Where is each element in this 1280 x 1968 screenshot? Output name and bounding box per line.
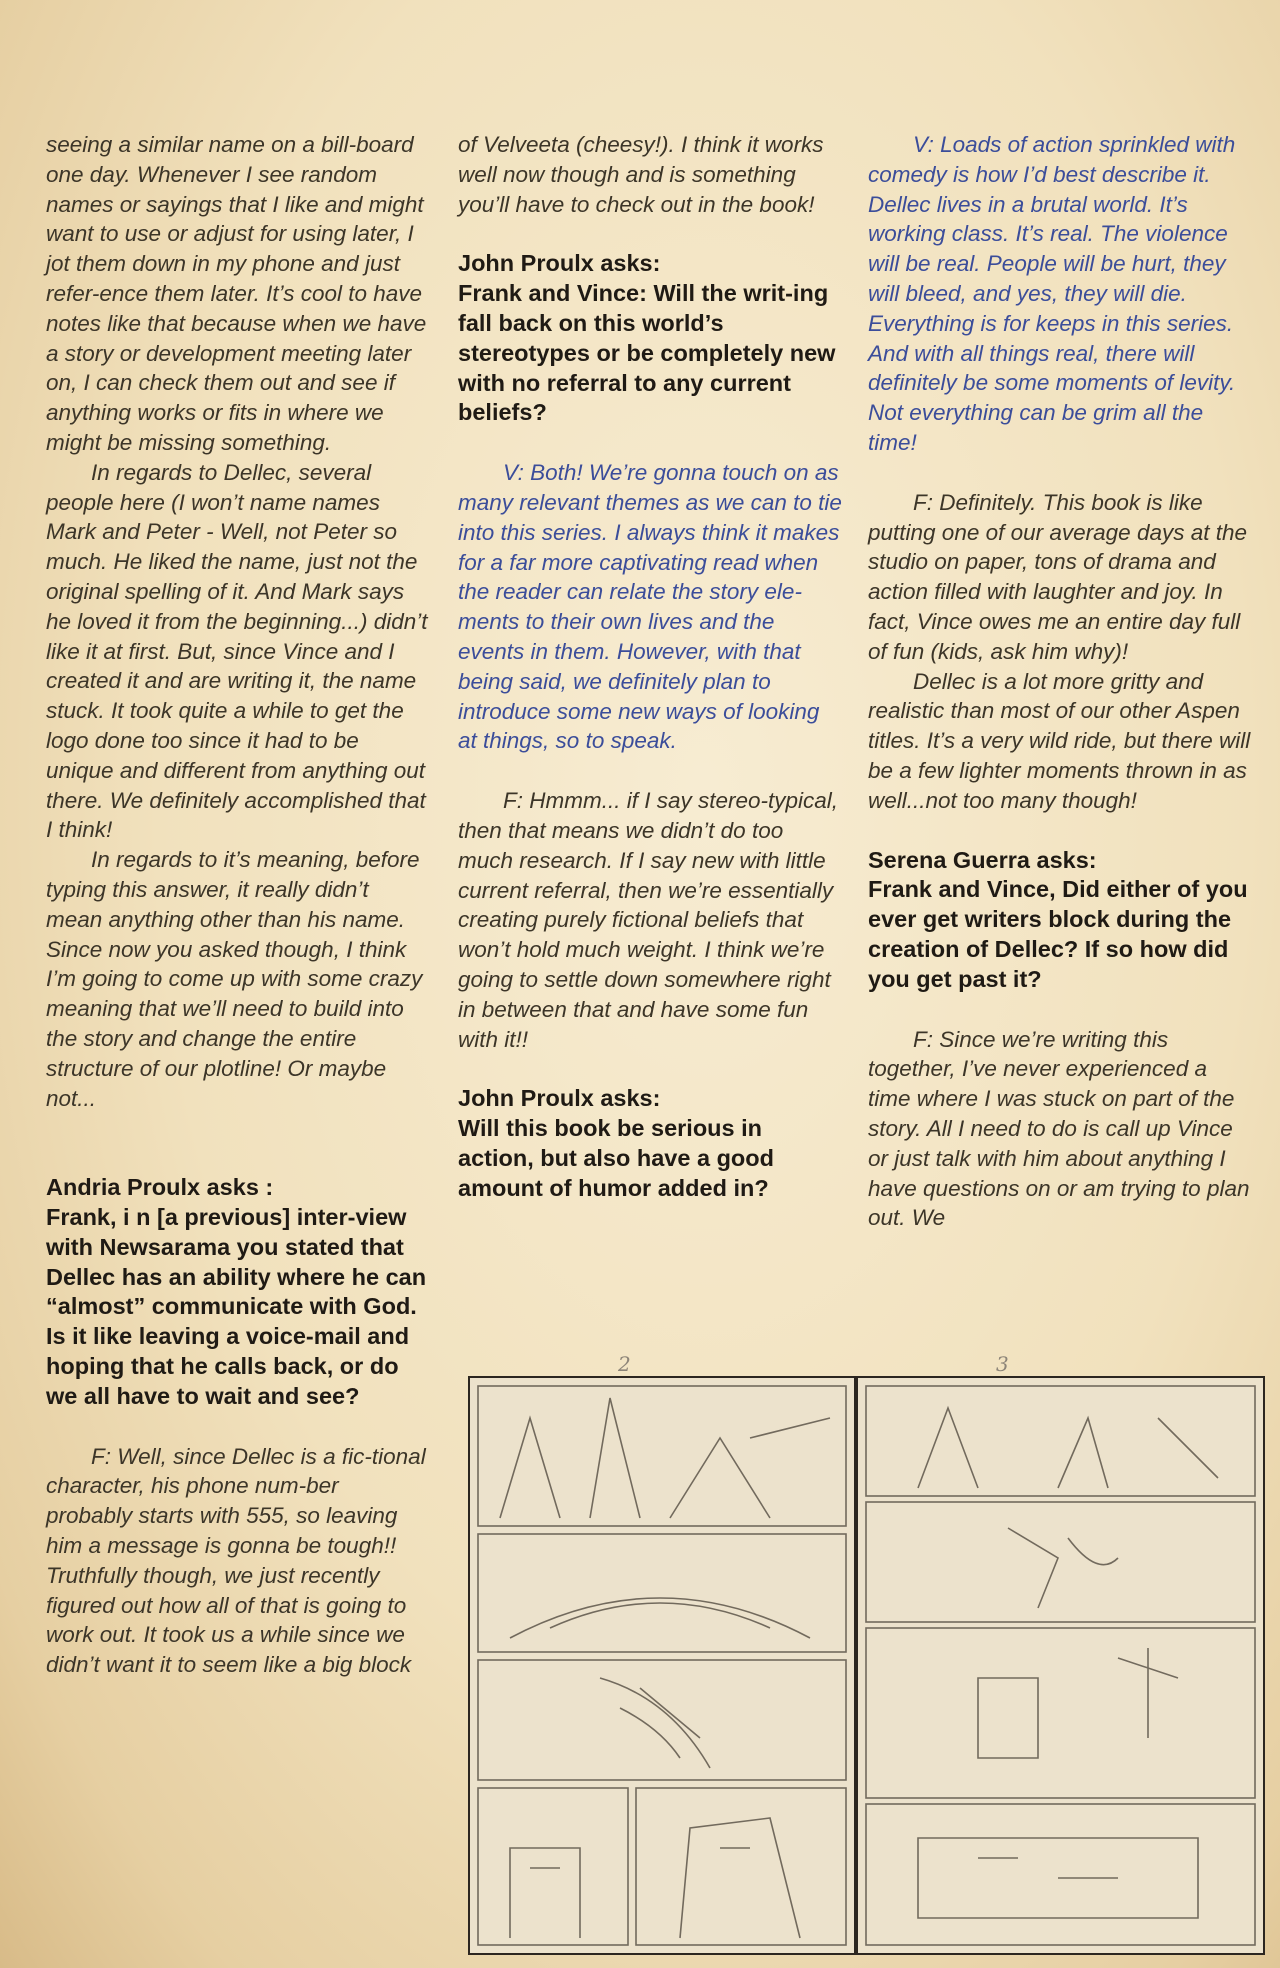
column-1 xyxy=(46,130,431,1680)
answer-paragraph: of Velveeta (cheesy!). I think it works well now though and is something you’ll have to check out in the book! xyxy=(458,132,824,217)
question-asker: Andria Proulx asks : xyxy=(46,1174,274,1201)
sketch-drawing xyxy=(858,1378,1263,1953)
column-2 xyxy=(458,130,843,1204)
column-3 xyxy=(868,130,1253,1233)
answer-frank: F: Since we’re writing this together, I’ve never experienced a time where I was stuck on part of the story. All I need to do is call up Vince or just talk with him about anything I have questions on or am trying to plan out. We xyxy=(868,1026,1250,1231)
answer-paragraph: In regards to it’s meaning, before typing this answer, it really didn’t mean anything other than his name. Since now you asked though, I think I’m going to come up with some crazy meaning that we’ll need to build into the story and change the entire structure of our plotline! Or maybe not... xyxy=(46,847,423,1111)
question-text: Frank, i n [a previous] inter-view with Newsarama you stated that Dellec has an ability where he can “almost” communicate with God. Is it like leaving a voice-mail and hoping that he calls back, or do we all have to wait and see? xyxy=(46,1204,427,1409)
question-andria-proulx xyxy=(46,1173,431,1411)
question-john-proulx-1 xyxy=(458,249,843,428)
pencil-sketch-page-2 xyxy=(468,1376,856,1955)
sketch-page-number: 2 xyxy=(618,1352,631,1376)
answer-paragraph: In regards to Dellec, several people here (I won’t name names Mark and Peter - Well, not Peter so much. He liked the name, just not the original spelling of it. And Mark says he loved it from the beginning...) didn’t like it at first. But, since Vince and I created it and are writing it, the name stuck. It took quite a while to get the logo done too since it had to be unique and different from anything out there. We definitely accomplished that I think! xyxy=(46,459,428,843)
question-asker: Serena Guerra asks: xyxy=(868,846,1097,873)
answer-frank: F: Hmmm... if I say stereo-typical, then that means we didn’t do too much research. If I say new with little current referral, then we’re essentially creating purely fictional beliefs that won’t hold much weight. I think we’re going to settle down somewhere right in between that and have some fun with it!! xyxy=(458,788,839,1052)
question-asker: John Proulx asks: xyxy=(458,1085,661,1112)
question-text: Will this book be serious in action, but also have a good amount of humor added in? xyxy=(458,1115,774,1201)
question-john-proulx-2 xyxy=(458,1084,843,1203)
answer-vince: V: Both! We’re gonna touch on as many relevant themes as we can to tie into this series. I always think it makes for a far more captivating read when the reader can relate the story ele-ments to their own lives and the events in them. However, with that being said, we definitely plan to introduce some new ways of looking at things, so to speak. xyxy=(458,460,842,754)
sketch-drawing xyxy=(470,1378,854,1953)
answer-frank: F: Well, since Dellec is a fic-tional character, his phone num-ber probably starts with 555, so leaving him a message is gonna be tough!! Truthfully though, we just recently figured out how all of that is going to work out. It took us a while since we didn’t want it to seem like a big block xyxy=(46,1443,426,1678)
answer-vince: V: Loads of action sprinkled with comedy is how I’d best describe it. Dellec lives in a brutal world. It’s working class. It’s real. The violence will be real. People will be hurt, they will bleed, and yes, they will die. Everything is for keeps in this series. And with all things real, there will definitely be some moments of levity. Not everything can be grim all the time! xyxy=(868,132,1236,455)
answer-paragraph: seeing a similar name on a bill-board one day. Whenever I see random names or sayings that I like and might want to use or adjust for using later, I jot them down in my phone and just refer-ence them later. It’s cool to have notes like that because when we have a story or development meeting later on, I can check them out and see if anything works or fits in where we might be missing something. xyxy=(46,132,427,455)
question-text: Frank and Vince, Did either of you ever get writers block during the creation of Dellec? If so how did you get past it? xyxy=(868,876,1248,992)
question-asker: John Proulx asks: xyxy=(458,250,661,277)
pencil-sketch-page-3 xyxy=(856,1376,1265,1955)
answer-frank: F: Definitely. This book is like putting one of our average days at the studio on paper, tons of drama and action filled with laughter and joy. In fact, Vince owes me an entire day full of fun (kids, ask him why)! xyxy=(868,489,1248,664)
question-text: Frank and Vince: Will the writ-ing fall back on this world’s stereotypes or be completely new with no referral to any current beliefs? xyxy=(458,280,836,426)
question-serena-guerra xyxy=(868,846,1253,995)
answer-frank: Dellec is a lot more gritty and realistic than most of our other Aspen titles. It’s a very wild ride, but there will be a few lighter moments thrown in as well...not too many though! xyxy=(868,668,1251,813)
spacer xyxy=(46,1113,431,1143)
sketch-page-number: 3 xyxy=(996,1352,1009,1376)
